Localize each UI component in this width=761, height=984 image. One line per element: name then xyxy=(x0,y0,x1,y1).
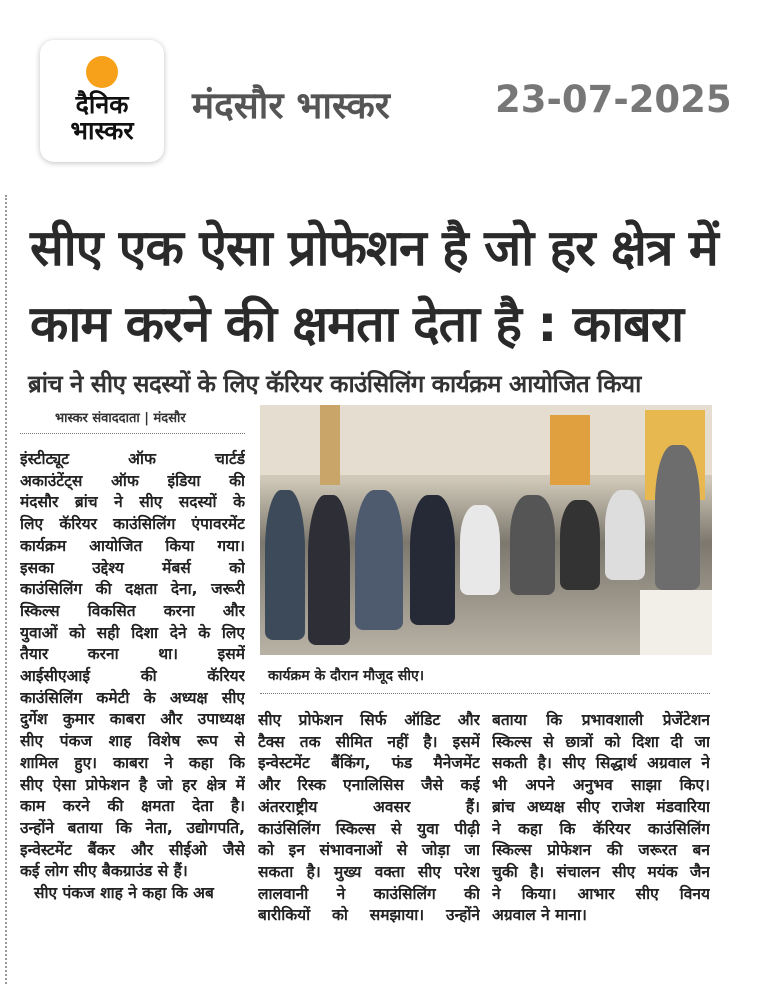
text-line: सकती है। सीए सिद्धार्थ अग्रवाल ने xyxy=(492,754,710,773)
headline-line1: सीए एक ऐसा प्रोफेशन है जो हर क्षेत्र में xyxy=(30,219,718,277)
sun-icon xyxy=(86,56,118,88)
text-line: लालवानी ने काउंसिलिंग की xyxy=(258,884,480,903)
text-line: सीए ऐसा प्रोफेशन है जो हर क्षेत्र में xyxy=(20,775,245,794)
text-line: तैयार करना था। इसमें xyxy=(20,645,245,664)
text-line: उन्होंने बताया कि नेता, उद्योगपति, xyxy=(20,818,245,837)
text-line: इन्वेस्टमेंट बैंकर और सीईओ जैसे xyxy=(20,840,245,859)
dainik-bhaskar-logo xyxy=(40,40,164,162)
article-column-1 xyxy=(20,449,245,905)
text-line: काम करने की क्षमता देता है। xyxy=(20,797,245,816)
text-line: इसका उद्देश्य मेंबर्स को xyxy=(20,558,245,577)
text-line: चुकी है। संचालन सीए मयंक जैन xyxy=(492,862,710,881)
publication-name: मंदसौर भास्कर xyxy=(192,84,390,127)
text-line: सीए प्रोफेशन सिर्फ ऑडिट और xyxy=(258,711,480,729)
text-line: लिए कॅरियर काउंसिलिंग एंपावरमेंट xyxy=(20,515,245,534)
text-line: स्किल्स से छात्रों को दिशा दी जा xyxy=(492,732,710,751)
text-line: बताया कि प्रभावशाली प्रेजेंटेशन xyxy=(492,711,710,729)
text-line: मंदसौर ब्रांच ने सीए सदस्यों के xyxy=(20,493,245,512)
event-photo xyxy=(260,405,712,655)
text-line: काउंसिलिंग कमेटी के अध्यक्ष सीए xyxy=(20,688,245,707)
text-line: बारीकियों को समझाया। उन्होंने xyxy=(258,906,480,925)
photo-caption: कार्यक्रम के दौरान मौजूद सीए। xyxy=(268,668,425,684)
text-line: सीए पंकज शाह ने कहा कि अब xyxy=(34,884,214,903)
text-line: शामिल हुए। काबरा ने कहा कि xyxy=(20,753,245,772)
text-line: टैक्स तक सीमित नहीं है। इसमें xyxy=(258,732,480,751)
publication-date: 23-07-2025 xyxy=(495,78,732,121)
text-line: अकाउंटेंट्स ऑफ इंडिया की xyxy=(20,471,245,490)
article-column-3 xyxy=(492,710,710,927)
text-line: युवाओं को सही दिशा देने के लिए xyxy=(20,623,245,642)
text-line: और रिस्क एनालिसिस जैसे कई xyxy=(258,776,480,795)
headline-line2: काम करने की क्षमता देता है : काबरा xyxy=(30,295,684,353)
text-line: ने किया। आभार सीए विनय xyxy=(492,884,710,903)
text-line: इंस्टीट्यूट ऑफ चार्टर्ड xyxy=(20,450,245,468)
logo-text-line2: भास्कर xyxy=(70,116,134,145)
text-line: काउंसिलिंग स्किल्स से युवा पीढ़ी xyxy=(258,819,480,838)
text-line: कई लोग सीए बैकग्राउंड से हैं। xyxy=(20,862,188,881)
text-line: काउंसिलिंग की दक्षता देना, जरूरी xyxy=(20,580,245,599)
next-article-cutoff xyxy=(0,965,761,984)
text-line: ब्रांच अध्यक्ष सीए राजेश मंडवारिया xyxy=(492,797,710,816)
text-line: सकता है। मुख्य वक्ता सीए परेश xyxy=(258,862,480,881)
text-line: सीए पंकज शाह विशेष रूप से xyxy=(20,732,245,751)
byline: भास्कर संवाददाता | मंदसौर xyxy=(55,411,186,426)
text-line: स्किल्स विकसित करना और xyxy=(20,601,245,620)
text-line: भी अपने अनुभव साझा किए। xyxy=(492,776,710,795)
text-line: अंतरराष्ट्रीय अवसर हैं। xyxy=(258,797,480,816)
text-line: स्किल्स प्रोफेशन की जरूरत बन xyxy=(492,841,710,860)
text-line: इन्वेस्टमेंट बैंकिंग, फंड मैनेजमेंट xyxy=(258,754,480,773)
text-line: को इन संभावनाओं से जोड़ा जा xyxy=(258,841,480,860)
text-line: ने कहा कि कॅरियर काउंसिलिंग xyxy=(492,819,710,838)
subheadline: ब्रांच ने सीए सदस्यों के लिए कॅरियर काउंसिलिंग कार्यक्रम आयोजित किया xyxy=(28,370,641,398)
byline-divider xyxy=(20,433,245,434)
text-line: दुर्गेश कुमार काबरा और उपाध्यक्ष xyxy=(20,710,245,729)
text-line: कार्यक्रम आयोजित किया गया। xyxy=(20,536,245,555)
left-margin-rule xyxy=(5,195,10,984)
text-line: आईसीएआई की कॅरियर xyxy=(20,667,245,686)
caption-divider xyxy=(260,693,710,694)
text-line: अग्रवाल ने माना। xyxy=(492,906,587,925)
article-column-2 xyxy=(258,710,480,927)
logo-text-line1: दैनिक xyxy=(75,90,129,119)
